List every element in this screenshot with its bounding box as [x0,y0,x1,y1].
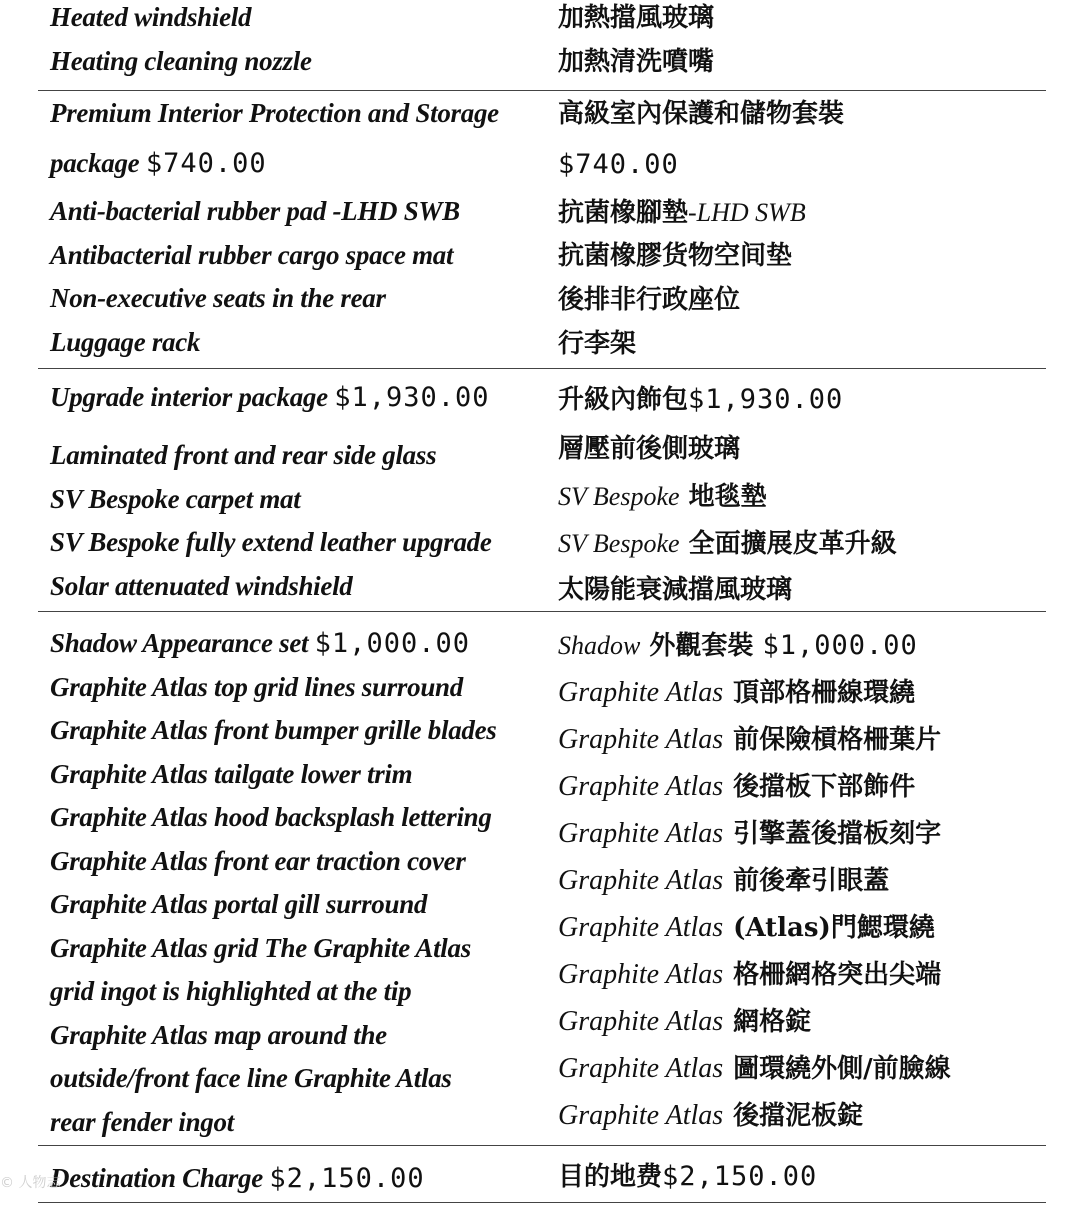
zh-solar-windshield: 太陽能衰減擋風玻璃 [558,575,793,605]
package-shadow-price: $1,000.00 [314,628,470,659]
item-solar-windshield: Solar attenuated windshield [50,570,353,601]
item-map-3: rear fender ingot [50,1106,234,1137]
section-2-zh [558,92,1063,366]
zh-premium-price: $740.00 [558,149,679,180]
zh-top-grid [558,669,1063,716]
zh-shadow-price: $1,000.00 [762,630,918,661]
zh-ga-3: Graphite Atlas [558,771,724,802]
item-map-1: Graphite Atlas map around the [50,1019,387,1050]
section-3-zh [558,376,1063,614]
item-rear-seats: Non-executive seats in the rear [50,283,386,313]
divider-4 [38,1145,1046,1146]
zh-hood-lettering [558,810,1063,857]
zh-hood-lettering-text: 引擎蓋後擋板刻字 [733,819,942,849]
zh-grid-tip-text: 格柵網格突出尖端 [733,960,942,990]
zh-sv-bespoke-1: SV Bespoke [558,482,680,511]
item-luggage-rack: Luggage rack [50,326,201,357]
package-upgrade-title [50,376,550,434]
package-upgrade-price: $1,930.00 [334,382,490,413]
zh-fender-ingot-text: 後擋泥板錠 [733,1101,864,1131]
zh-top-grid-text: 頂部格柵線環繞 [733,678,916,708]
zh-map-line-text: 圖環繞外側/前臉線 [733,1054,951,1084]
zh-lhd-swb: -LHD SWB [688,198,806,227]
item-antibacterial-pad: Anti-bacterial rubber pad -LHD SWB [50,196,460,226]
zh-shadow-title [558,622,1063,669]
item-portal-gill: Graphite Atlas portal gill surround [50,889,428,919]
section-4-zh [558,622,1063,1139]
destination-price: $2,150.00 [269,1163,425,1194]
zh-ga-10: Graphite Atlas [558,1100,724,1131]
zh-shadow-word: Shadow [558,631,641,660]
zh-destination-charge [558,1153,1063,1200]
package-upgrade-label: Upgrade interior package [50,382,328,412]
zh-sv-bespoke-2: SV Bespoke [558,529,680,558]
zh-upgrade-price: $1,930.00 [688,384,844,415]
divider-2 [38,368,1046,369]
item-leather-upgrade: SV Bespoke fully extend leather upgrade [50,527,492,557]
zh-traction-cover-text: 前後牽引眼蓋 [733,866,890,896]
zh-carpet-mat [558,473,1063,520]
section-5-zh [558,1153,1063,1200]
zh-grid-tip [558,951,1063,998]
zh-ga-4: Graphite Atlas [558,818,724,849]
package-shadow-title [50,622,550,666]
zh-bumper-blades-text: 前保險槓格柵葉片 [733,725,942,755]
zh-rear-seats: 後排非行政座位 [558,285,741,315]
zh-leather-upgrade [558,520,1063,567]
zh-premium-title: 高級室內保護和儲物套裝 [558,99,845,129]
section-1-en [50,0,550,83]
zh-bumper-blades [558,716,1063,763]
item-hood-lettering: Graphite Atlas hood backsplash lettering [50,802,492,832]
zh-shadow-label: 外觀套裝 [649,631,754,661]
zh-ga-9: Graphite Atlas [558,1053,724,1084]
zh-ga-1: Graphite Atlas [558,677,724,708]
item-heated-windshield: Heated windshield [50,2,252,32]
item-grid-tip-2: grid ingot is highlighted at the tip [50,976,412,1006]
divider-1 [38,90,1046,91]
zh-heated-windshield: 加熱擋風玻璃 [558,3,715,33]
zh-upgrade-label: 升級內飾包 [558,385,689,415]
zh-upgrade-title [558,376,1063,426]
item-top-grid: Graphite Atlas top grid lines surround [50,671,463,702]
zh-luggage-rack: 行李架 [558,329,637,359]
zh-tailgate-trim-text: 後擋板下部飾件 [733,772,916,802]
destination-charge [50,1157,550,1201]
zh-antibacterial-pad [558,190,1063,234]
zh-ga-8: Graphite Atlas [558,1006,724,1037]
item-tailgate-trim: Graphite Atlas tailgate lower trim [50,758,413,789]
zh-heating-nozzle: 加熱清洗噴嘴 [558,47,715,77]
zh-grid-ingot-text: 網格錠 [733,1007,812,1037]
item-map-2: outside/front face line Graphite Atlas [50,1063,452,1093]
item-cargo-mat: Antibacterial rubber cargo space mat [50,239,454,270]
watermark-logo: © 人物志 [0,1175,61,1191]
package-premium-title: Premium Interior Protection and Storage [50,98,499,128]
section-3-en [50,376,550,608]
item-laminated-glass: Laminated front and rear side glass [50,440,437,470]
zh-ga-6: Graphite Atlas [558,912,724,943]
zh-cargo-mat: 抗菌橡膠货物空间垫 [558,241,793,271]
zh-traction-cover [558,857,1063,904]
zh-portal-gill [558,904,1063,951]
package-shadow-label: Shadow Appearance set [50,628,309,658]
zh-antibacterial-pad-text: 抗菌橡腳墊 [558,198,689,228]
item-carpet-mat: SV Bespoke carpet mat [50,483,301,514]
zh-fender-ingot [558,1092,1063,1139]
section-5-en [50,1157,550,1201]
zh-ga-7: Graphite Atlas [558,959,724,990]
package-premium-title-2 [50,142,550,190]
package-word: package [50,148,140,178]
section-1-zh [558,0,1063,84]
zh-tailgate-trim [558,763,1063,810]
package-premium-price: $740.00 [145,148,267,179]
item-grid-tip-1: Graphite Atlas grid The Graphite Atlas [50,932,471,963]
zh-leather-upgrade-text: 全面擴展皮革升級 [688,529,897,559]
zh-map-line [558,1045,1063,1092]
zh-grid-ingot [558,998,1063,1045]
section-4-en [50,622,550,1144]
zh-carpet-mat-text: 地毯墊 [688,482,767,512]
zh-laminated-glass: 層壓前後側玻璃 [558,434,741,464]
zh-ga-5: Graphite Atlas [558,865,724,896]
item-traction-cover: Graphite Atlas front ear traction cover [50,845,466,876]
item-bumper-blades: Graphite Atlas front bumper grille blades [50,715,497,745]
zh-portal-gill-text: (Atlas)門鰓環繞 [733,913,935,943]
zh-ga-2: Graphite Atlas [558,724,724,755]
divider-3 [38,611,1046,612]
item-heating-nozzle: Heating cleaning nozzle [50,45,312,76]
zh-destination-label: 目的地费 [558,1162,663,1192]
destination-label: Destination Charge [50,1163,263,1193]
section-2-en [50,92,550,364]
divider-5 [38,1202,1046,1203]
zh-destination-price: $2,150.00 [662,1161,818,1192]
